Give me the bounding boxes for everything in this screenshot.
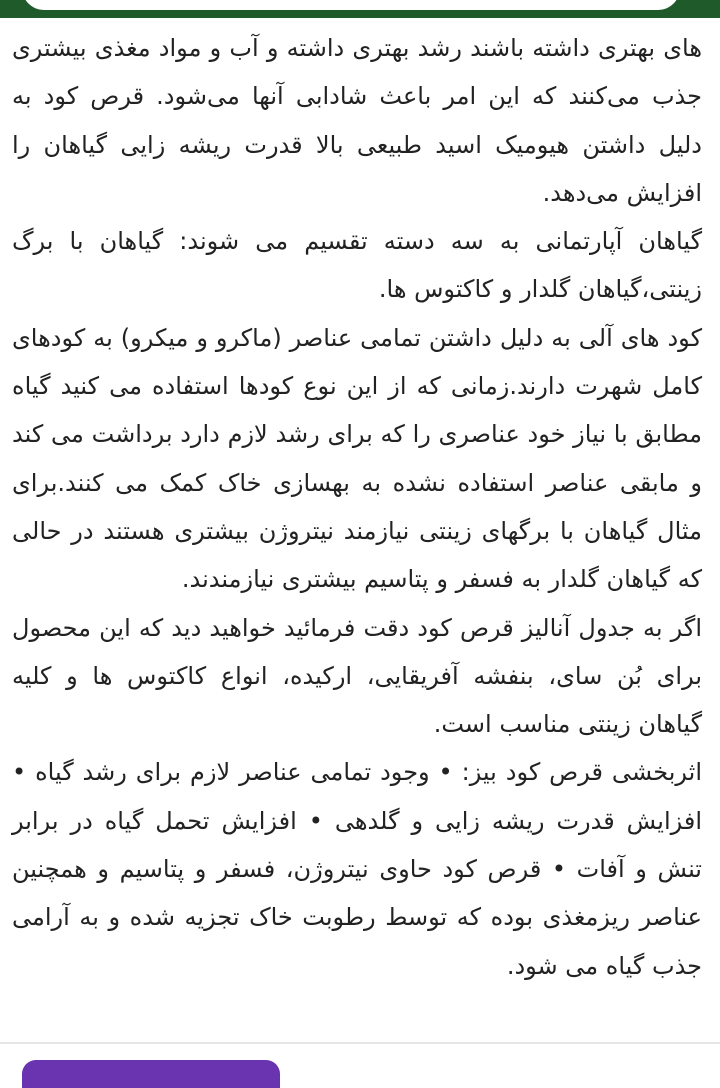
bottom-action-button[interactable] (22, 1060, 280, 1088)
paragraph-4: اگر به جدول آنالیز قرص کود دقت فرمائید خواهید دید که این محصول برای بُن سای، بنفشه آفریقایی، ارکیده، انواع کاکتوس ها و کلیه گیاهان زینتی مناسب است. (12, 613, 702, 739)
header-pill (22, 0, 680, 10)
paragraph-3: کود های آلی به دلیل داشتن تمامی عناصر (ماکرو و میکرو) به کودهای کامل شهرت دارند.زمانی که از این نوع کودها استفاده می کنید گیاه مطابق با نیاز خود عناصری را که برای رشد لازم دارد برداشت می کند و مابقی عناصر استفاده نشده به بهسازی خاک کمک می کنند.برای مثال گیاهان با برگهای زینتی نیازمند نیتروژن بیشتری هستند در حالی که گیاهان گلدار به فسفر و پتاسیم بیشتری نیازمندند. (12, 323, 702, 594)
paragraph-1: های بهتری داشته باشند رشد بهتری داشته و آب و مواد مغذی بیشتری جذب می‌کنند که این امر باعث شادابی آنها می‌شود. قرص کود به دلیل داشتن هیومیک اسید طبیعی بالا قدرت ریشه زایی گیاهان را افزایش می‌دهد. (12, 34, 702, 207)
paragraph-5: اثربخشی قرص کود بیز: • وجود تمامی عناصر لازم برای رشد گیاه • افزایش قدرت ریشه زایی و گلدهی • افزایش تحمل گیاه در برابر تنش و آفات • قرص کود حاوی نیتروژن، فسفر و پتاسیم و همچنین عناصر ریزمغذی بوده که توسط رطوبت خاک تجزیه شده و به آرامی جذب گیاه می شود. (12, 758, 702, 980)
article-body (12, 24, 702, 990)
divider (0, 1042, 720, 1044)
paragraph-2: گیاهان آپارتمانی به سه دسته تقسیم می شوند: گیاهان با برگ زینتی،گیاهان گلدار و کاکتوس ها. (12, 227, 702, 304)
